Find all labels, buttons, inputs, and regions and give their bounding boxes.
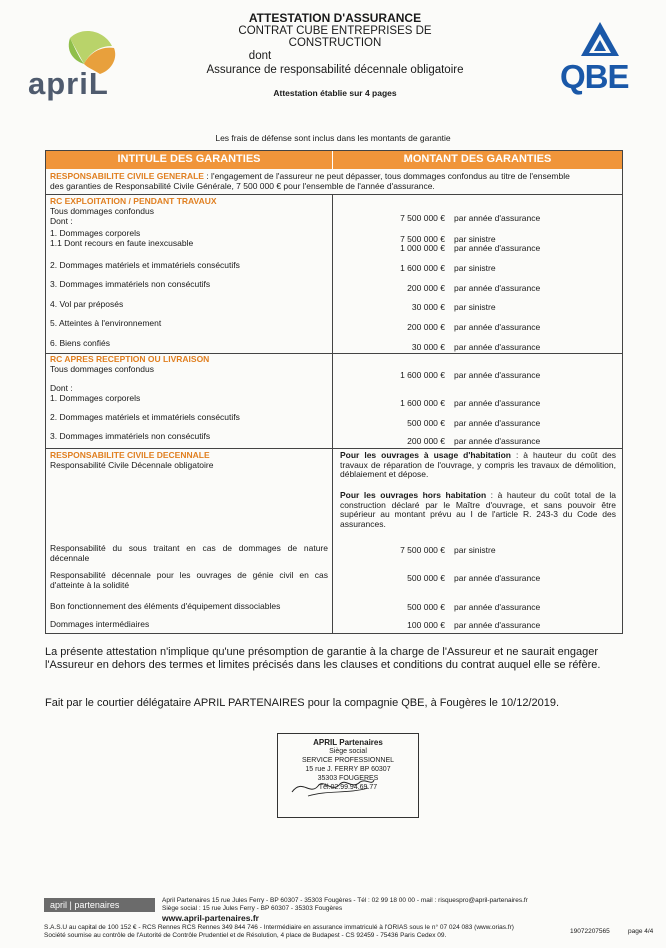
amount-value: 500 000 € bbox=[407, 573, 445, 583]
assurance-line: Assurance de responsabilité décennale obligatoire bbox=[206, 64, 464, 76]
footer-website[interactable]: www.april-partenaires.fr bbox=[162, 913, 259, 923]
decennale-hors-habitation bbox=[340, 491, 616, 529]
list-item: Responsabilité du sous traitant en cas de dommages de nature décennale bbox=[50, 543, 328, 563]
amount-period: par année d'assurance bbox=[454, 283, 541, 293]
list-item: 4. Vol par préposés bbox=[50, 299, 124, 309]
list-item: 1.1 Dont recours en faute inexcusable bbox=[50, 238, 194, 248]
amount-value: 500 000 € bbox=[407, 602, 445, 612]
list-item: Responsabilité décennale pour les ouvrages de génie civil en cas d'atteinte à la solidité bbox=[50, 570, 328, 590]
habitation-text: : à hauteur du coût des travaux de réparation de l'ouvrage, y compris les travaux de démolition, déblaiement et dépose. bbox=[340, 450, 616, 480]
list-item: 3. Dommages immatériels non consécutifs bbox=[50, 431, 211, 441]
amount-period: par année d'assurance bbox=[454, 620, 541, 630]
amount-period: par année d'assurance bbox=[454, 322, 541, 332]
rc-generale-text-1: : l'engagement de l'assureur ne peut dépasser, tous dommages confondus au titre de l'ensemble bbox=[203, 171, 570, 181]
list-item: 6. Biens confiés bbox=[50, 338, 111, 348]
list-item: Tous dommages confondus bbox=[50, 206, 154, 216]
rc-generale-line-2: des garanties de Responsabilité Civile Générale, 7 500 000 € pour l'ensemble de l'année d'assurance. bbox=[50, 181, 435, 191]
list-item: Tous dommages confondus bbox=[50, 364, 154, 374]
stamp-address: 15 rue J. FERRY BP 60307 bbox=[305, 766, 391, 773]
amount-value: 200 000 € bbox=[407, 322, 445, 332]
done-by-paragraph: Fait par le courtier délégataire APRIL PARTENAIRES pour la compagnie QBE, à Fougères le 10/12/2019. bbox=[45, 697, 560, 709]
amount-value: 1 600 000 € bbox=[400, 263, 445, 273]
stamp-service: SERVICE PROFESSIONNEL bbox=[301, 757, 395, 764]
defense-note: Les frais de défense sont inclus dans les montants de garantie bbox=[215, 133, 451, 143]
amount-period: par année d'assurance bbox=[454, 213, 541, 223]
column-header-intitule: INTITULE DES GARANTIES bbox=[117, 153, 261, 165]
list-item: 2. Dommages matériels et immatériels consécutifs bbox=[50, 260, 240, 270]
hors-habitation-text: : à hauteur du coût total de la construction déclaré par le Maître d'ouvrage, et sans pouvoir être supérieur au montant prévu au I de l'article R. 243-3 du Code des assurances. bbox=[340, 490, 616, 529]
amount-period: par sinistre bbox=[454, 263, 496, 273]
list-item: Dommages intermédiaires bbox=[50, 619, 150, 629]
contract-line-1: CONTRAT CUBE ENTREPRISES DE bbox=[238, 25, 432, 37]
amount-period: par sinistre bbox=[454, 302, 496, 312]
amount-period: par année d'assurance bbox=[454, 573, 541, 583]
decennale-title: RESPONSABILITE CIVILE DECENNALE bbox=[50, 450, 210, 460]
stamp-tel: Tél.02.99.94.69.77 bbox=[318, 784, 378, 791]
decennale-subtitle: Responsabilité Civile Décennale obligatoire bbox=[50, 460, 214, 470]
list-item: 3. Dommages immatériels non consécutifs bbox=[50, 279, 211, 289]
reception-title: RC APRES RECEPTION OU LIVRAISON bbox=[50, 354, 210, 364]
amount-period: par année d'assurance bbox=[454, 370, 541, 380]
decennale-habitation bbox=[340, 451, 616, 480]
stamp-name: APRIL Partenaires bbox=[313, 738, 383, 747]
rc-generale-title: RESPONSABILITE CIVILE GENERALE bbox=[50, 171, 204, 181]
amount-period: par année d'assurance bbox=[454, 398, 541, 408]
list-item: 2. Dommages matériels et immatériels consécutifs bbox=[50, 412, 240, 422]
list-item: 1. Dommages corporels bbox=[50, 228, 141, 238]
pages-note: Attestation établie sur 4 pages bbox=[273, 88, 397, 98]
amount-value: 500 000 € bbox=[407, 418, 445, 428]
amount-period: par année d'assurance bbox=[454, 602, 541, 612]
footer-ref: 19072207565 bbox=[570, 928, 610, 935]
stamp-siege: Siège social bbox=[329, 748, 367, 755]
amount-value: 1 600 000 € bbox=[400, 398, 445, 408]
amount-period: par sinistre bbox=[454, 234, 496, 244]
footer-badge: april | partenaires bbox=[44, 898, 155, 912]
presumption-paragraph: La présente attestation n'implique qu'une présomption de garantie à la charge de l'Assureur et ne saurait engager l'Assureur en dehors des termes et limites précisés dans les clauses et conditions du contrat auquel elle se réfère. bbox=[45, 646, 601, 671]
amount-value: 200 000 € bbox=[407, 283, 445, 293]
footer-line-2: Siège social : 15 rue Jules Ferry - BP 60307 - 35303 Fougères bbox=[162, 905, 343, 912]
table-header bbox=[46, 151, 622, 169]
company-stamp bbox=[277, 733, 419, 818]
list-item: Dont : bbox=[50, 383, 73, 393]
signature-scribble bbox=[288, 772, 378, 800]
amount-value: 30 000 € bbox=[411, 302, 445, 312]
exploitation-title: RC EXPLOITATION / PENDANT TRAVAUX bbox=[50, 196, 217, 206]
amount-period: par année d'assurance bbox=[454, 243, 541, 253]
amount-period: par année d'assurance bbox=[454, 418, 541, 428]
amount-period: par sinistre bbox=[454, 545, 496, 555]
footer-legal-1: S.A.S.U au capital de 100 152 € - RCS Rennes RCS Rennes 349 844 746 - Intermédiaire en assurance immatriculé à l'ORIAS sous le n° 07 024 083 (www.orias.fr) bbox=[44, 924, 514, 931]
amount-value: 7 500 000 € bbox=[400, 545, 445, 555]
guarantees-table bbox=[45, 150, 623, 634]
amount-value: 1 000 000 € bbox=[400, 243, 445, 253]
column-header-montant: MONTANT DES GARANTIES bbox=[403, 153, 552, 165]
amount-value: 7 500 000 € bbox=[400, 234, 445, 244]
page-number: page 4/4 bbox=[628, 928, 654, 935]
dont-text: dont bbox=[248, 50, 272, 62]
amount-value: 100 000 € bbox=[407, 620, 445, 630]
amount-period: par année d'assurance bbox=[454, 436, 541, 446]
habitation-heading: Pour les ouvrages à usage d'habitation bbox=[340, 450, 511, 460]
document-title: ATTESTATION D'ASSURANCE bbox=[248, 11, 422, 25]
amount-value: 200 000 € bbox=[407, 436, 445, 446]
list-item: Dont : bbox=[50, 216, 73, 226]
amount-value: 7 500 000 € bbox=[400, 213, 445, 223]
hors-habitation-heading: Pour les ouvrages hors habitation bbox=[340, 490, 487, 500]
amount-period: par année d'assurance bbox=[454, 342, 541, 352]
qbe-logo-text: QBE bbox=[560, 58, 629, 95]
footer-line-1: April Partenaires 15 rue Jules Ferry - BP 60307 - 35303 Fougères - Tél : 02 99 18 00 00 - mail : risquespro@april-partenaires.fr bbox=[162, 897, 528, 904]
list-item: Bon fonctionnement des éléments d'équipement dissociables bbox=[50, 601, 281, 611]
april-logo-text: apriL bbox=[28, 66, 109, 101]
amount-value: 30 000 € bbox=[411, 342, 445, 352]
list-item: 1. Dommages corporels bbox=[50, 393, 141, 403]
stamp-city: 35303 FOUGERES bbox=[317, 775, 379, 782]
footer-legal-2: Société soumise au contrôle de l'Autorité de Contrôle Prudentiel et de Résolution, 4 place de Budapest - CS 92459 - 75436 Paris Cedex 09. bbox=[44, 932, 447, 939]
list-item: 5. Atteintes à l'environnement bbox=[50, 318, 162, 328]
amount-value: 1 600 000 € bbox=[400, 370, 445, 380]
contract-line-2: CONSTRUCTION bbox=[288, 37, 382, 49]
